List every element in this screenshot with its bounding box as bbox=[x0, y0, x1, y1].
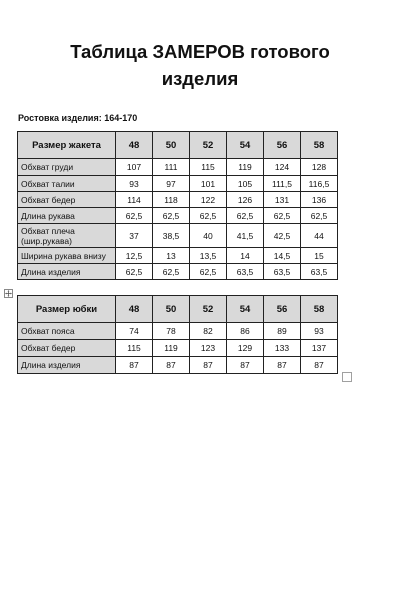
table-cell: 93 bbox=[116, 176, 153, 192]
table-cell: 63,5 bbox=[227, 264, 264, 280]
table-cell: 126 bbox=[227, 192, 264, 208]
table-row bbox=[18, 224, 338, 248]
table-cell: 116,5 bbox=[301, 176, 338, 192]
skirt-header-row bbox=[18, 296, 338, 323]
skirt-size-58: 58 bbox=[301, 296, 338, 323]
page-title-line-2: изделия bbox=[161, 68, 239, 89]
table-cell: 136 bbox=[301, 192, 338, 208]
table-row bbox=[18, 357, 338, 374]
table-cell: 87 bbox=[190, 357, 227, 374]
skirt-measurements-table bbox=[17, 295, 338, 374]
skirt-size-48: 48 bbox=[116, 296, 153, 323]
table-cell: 42,5 bbox=[264, 224, 301, 248]
table-cell: 62,5 bbox=[116, 208, 153, 224]
row-label: Длина рукава bbox=[18, 208, 116, 224]
table-cell: 14,5 bbox=[264, 248, 301, 264]
table-row bbox=[18, 264, 338, 280]
row-label: Обхват пояса bbox=[18, 323, 116, 340]
table-cell: 74 bbox=[116, 323, 153, 340]
table-row bbox=[18, 323, 338, 340]
table-cell: 86 bbox=[227, 323, 264, 340]
table-cell: 111 bbox=[153, 159, 190, 176]
table-cell: 78 bbox=[153, 323, 190, 340]
table-cell: 37 bbox=[116, 224, 153, 248]
table-cell: 62,5 bbox=[116, 264, 153, 280]
resize-handle-icon[interactable] bbox=[342, 372, 352, 382]
table-row bbox=[18, 159, 338, 176]
row-label: Ширина рукава внизу bbox=[18, 248, 116, 264]
skirt-size-52: 52 bbox=[190, 296, 227, 323]
table-cell: 15 bbox=[301, 248, 338, 264]
row-label: Обхват талии bbox=[18, 176, 116, 192]
jacket-header-row bbox=[18, 132, 338, 159]
row-label: Обхват бедер bbox=[18, 192, 116, 208]
table-cell: 14 bbox=[227, 248, 264, 264]
jacket-size-54: 54 bbox=[227, 132, 264, 159]
table-cell: 41,5 bbox=[227, 224, 264, 248]
table-cell: 40 bbox=[190, 224, 227, 248]
table-cell: 62,5 bbox=[153, 208, 190, 224]
table-cell: 111,5 bbox=[264, 176, 301, 192]
table-cell: 124 bbox=[264, 159, 301, 176]
table-cell: 62,5 bbox=[227, 208, 264, 224]
table-cell: 62,5 bbox=[190, 208, 227, 224]
table-cell: 122 bbox=[190, 192, 227, 208]
table-cell: 87 bbox=[116, 357, 153, 374]
table-cell: 128 bbox=[301, 159, 338, 176]
table-cell: 38,5 bbox=[153, 224, 190, 248]
table-cell: 129 bbox=[227, 340, 264, 357]
table-row bbox=[18, 208, 338, 224]
page-title-line-1: Таблица ЗАМЕРОВ готового bbox=[70, 41, 330, 62]
table-row bbox=[18, 340, 338, 357]
table-cell: 44 bbox=[301, 224, 338, 248]
table-cell: 133 bbox=[264, 340, 301, 357]
jacket-size-56: 56 bbox=[264, 132, 301, 159]
table-row bbox=[18, 248, 338, 264]
table-cell: 62,5 bbox=[301, 208, 338, 224]
skirt-size-56: 56 bbox=[264, 296, 301, 323]
table-cell: 87 bbox=[153, 357, 190, 374]
row-label: Обхват груди bbox=[18, 159, 116, 176]
move-icon[interactable] bbox=[4, 285, 13, 294]
table-cell: 115 bbox=[116, 340, 153, 357]
table-cell: 119 bbox=[227, 159, 264, 176]
table-cell: 62,5 bbox=[190, 264, 227, 280]
jacket-size-header: Размер жакета bbox=[18, 132, 116, 159]
jacket-size-48: 48 bbox=[116, 132, 153, 159]
table-cell: 63,5 bbox=[264, 264, 301, 280]
jacket-measurements-table bbox=[17, 131, 338, 280]
row-label: Длина изделия bbox=[18, 264, 116, 280]
table-cell: 93 bbox=[301, 323, 338, 340]
skirt-size-50: 50 bbox=[153, 296, 190, 323]
table-cell: 105 bbox=[227, 176, 264, 192]
table-cell: 62,5 bbox=[264, 208, 301, 224]
table-cell: 89 bbox=[264, 323, 301, 340]
table-cell: 101 bbox=[190, 176, 227, 192]
table-cell: 13 bbox=[153, 248, 190, 264]
table-cell: 137 bbox=[301, 340, 338, 357]
table-cell: 12,5 bbox=[116, 248, 153, 264]
row-label: Обхват бедер bbox=[18, 340, 116, 357]
jacket-size-52: 52 bbox=[190, 132, 227, 159]
jacket-size-50: 50 bbox=[153, 132, 190, 159]
table-row bbox=[18, 176, 338, 192]
height-range-note: Ростовка изделия: 164-170 bbox=[18, 113, 138, 123]
table-cell: 63,5 bbox=[301, 264, 338, 280]
skirt-size-54: 54 bbox=[227, 296, 264, 323]
move-icon-graphic bbox=[4, 289, 13, 298]
page-title bbox=[0, 38, 400, 92]
table-cell: 87 bbox=[301, 357, 338, 374]
row-label: Длина изделия bbox=[18, 357, 116, 374]
table-cell: 13,5 bbox=[190, 248, 227, 264]
row-label: Обхват плеча (шир.рукава) bbox=[18, 224, 116, 248]
table-cell: 115 bbox=[190, 159, 227, 176]
table-cell: 62,5 bbox=[153, 264, 190, 280]
table-cell: 97 bbox=[153, 176, 190, 192]
table-cell: 118 bbox=[153, 192, 190, 208]
jacket-size-58: 58 bbox=[301, 132, 338, 159]
table-cell: 114 bbox=[116, 192, 153, 208]
table-cell: 82 bbox=[190, 323, 227, 340]
table-cell: 107 bbox=[116, 159, 153, 176]
skirt-size-header: Размер юбки bbox=[18, 296, 116, 323]
table-row bbox=[18, 192, 338, 208]
table-cell: 119 bbox=[153, 340, 190, 357]
table-cell: 131 bbox=[264, 192, 301, 208]
table-cell: 87 bbox=[227, 357, 264, 374]
table-cell: 87 bbox=[264, 357, 301, 374]
table-cell: 123 bbox=[190, 340, 227, 357]
